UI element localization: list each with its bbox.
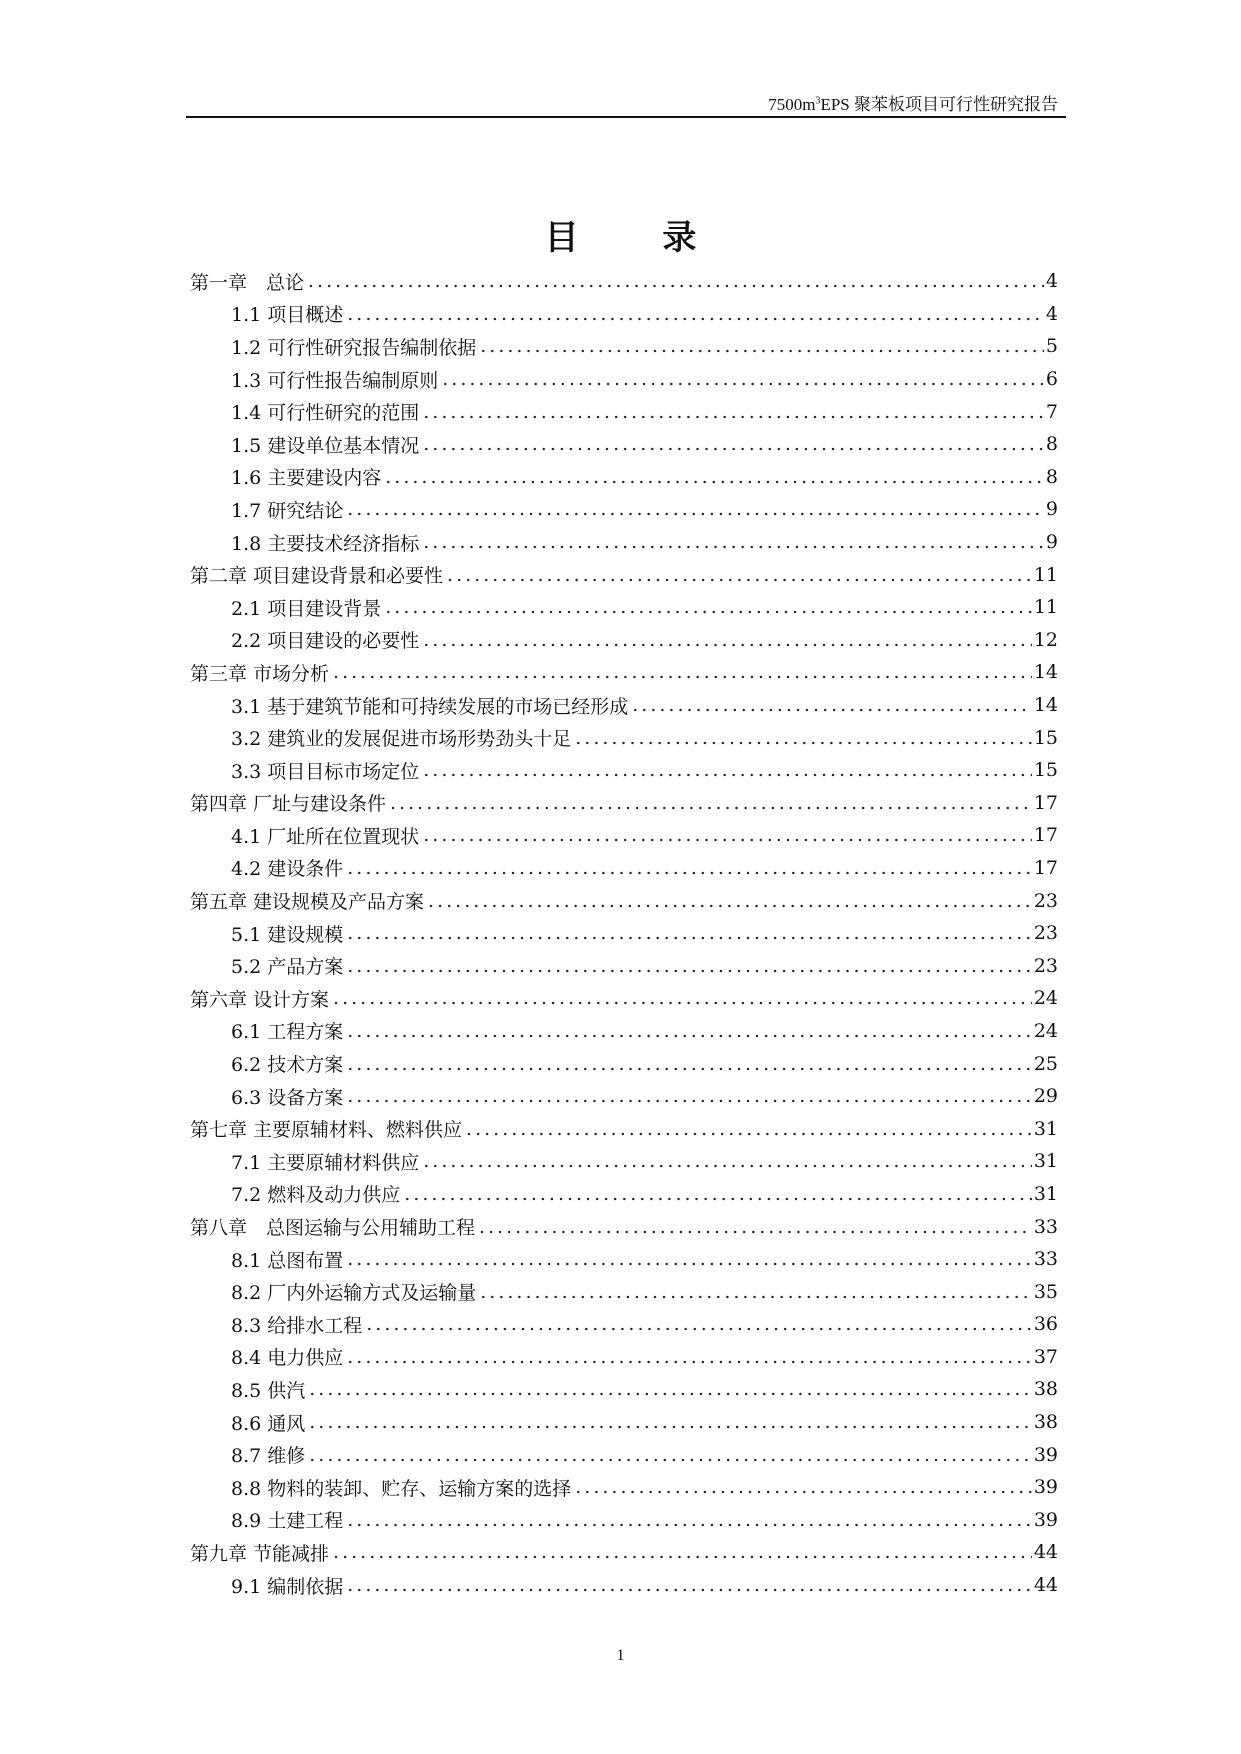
- toc-entry-label: 6.3 设备方案: [231, 1083, 347, 1110]
- header-title: [768, 90, 1058, 115]
- toc-entry-page: 25: [1033, 1052, 1058, 1075]
- toc-dot-leader: [347, 955, 1032, 977]
- toc-entry-label: 8.9 土建工程: [231, 1506, 347, 1533]
- toc-entry-page: 36: [1033, 1313, 1058, 1336]
- toc-chapter-entry[interactable]: [190, 884, 1058, 917]
- toc-dot-leader: [385, 466, 1044, 488]
- toc-entry-label: 4.2 建设条件: [231, 854, 347, 881]
- toc-entry-label: 1.8 主要技术经济指标: [231, 529, 423, 556]
- toc-entry-page: 29: [1033, 1085, 1058, 1108]
- toc-section-entry[interactable]: [190, 1308, 1058, 1341]
- toc-entry-page: 15: [1033, 759, 1058, 782]
- toc-section-entry[interactable]: [190, 1275, 1058, 1308]
- toc-section-entry[interactable]: [190, 1341, 1058, 1374]
- toc-entry-page: 6: [1045, 368, 1058, 391]
- toc-entry-label: 第七章 主要原辅材料、燃料供应: [190, 1115, 466, 1142]
- toc-section-entry[interactable]: [190, 363, 1058, 396]
- toc-section-entry[interactable]: [190, 1243, 1058, 1276]
- toc-entry-label: 1.2 可行性研究报告编制依据: [231, 333, 480, 360]
- toc-section-entry[interactable]: [190, 1080, 1058, 1113]
- toc-section-entry[interactable]: [190, 1015, 1058, 1048]
- toc-entry-label: 1.4 可行性研究的范围: [231, 398, 423, 425]
- toc-entry-page: 4: [1045, 270, 1058, 293]
- toc-entry-label: 5.2 产品方案: [231, 952, 347, 979]
- toc-chapter-entry[interactable]: [190, 982, 1058, 1015]
- toc-dot-leader: [390, 792, 1032, 814]
- toc-section-entry[interactable]: [190, 493, 1058, 526]
- toc-dot-leader: [575, 1476, 1032, 1498]
- toc-entry-label: 3.2 建筑业的发展促进市场形势劲头十足: [231, 724, 575, 751]
- toc-entry-page: 38: [1033, 1378, 1058, 1401]
- toc-entry-page: 17: [1033, 856, 1058, 879]
- toc-entry-page: 8: [1045, 433, 1058, 456]
- toc-entry-label: 7.1 主要原辅材料供应: [231, 1148, 423, 1175]
- toc-section-entry[interactable]: [190, 526, 1058, 559]
- toc-entry-page: 24: [1033, 987, 1058, 1010]
- toc-entry-page: 9: [1045, 531, 1058, 554]
- toc-entry-label: 3.1 基于建筑节能和可持续发展的市场已经形成: [231, 692, 632, 719]
- toc-dot-leader: [447, 564, 1032, 586]
- toc-entry-label: 8.8 物料的装卸、贮存、运输方案的选择: [231, 1474, 575, 1501]
- toc-dot-leader: [428, 890, 1032, 912]
- toc-dot-leader: [423, 824, 1032, 846]
- toc-section-entry[interactable]: [190, 689, 1058, 722]
- toc-entry-label: 第二章 项目建设背景和必要性: [190, 561, 447, 588]
- toc-entry-label: 3.3 项目目标市场定位: [231, 757, 423, 784]
- toc-entry-label: 第六章 设计方案: [190, 985, 333, 1012]
- toc-entry-page: 17: [1033, 824, 1058, 847]
- toc-section-entry[interactable]: [190, 624, 1058, 657]
- toc-title: 目 录: [544, 218, 733, 258]
- toc-section-entry[interactable]: [190, 591, 1058, 624]
- toc-entry-page: 31: [1033, 1150, 1058, 1173]
- toc-entry-page: 17: [1033, 791, 1058, 814]
- toc-dot-leader: [347, 1053, 1032, 1075]
- toc-entry-page: 23: [1033, 922, 1058, 945]
- toc-entry-label: 5.1 建设规模: [231, 920, 347, 947]
- toc-entry-label: 8.1 总图布置: [231, 1246, 347, 1273]
- toc-entry-label: 1.1 项目概述: [231, 300, 347, 327]
- toc-dot-leader: [309, 1411, 1032, 1433]
- toc-section-entry[interactable]: [190, 949, 1058, 982]
- toc-entry-page: 39: [1033, 1476, 1058, 1499]
- toc-dot-leader: [423, 531, 1044, 553]
- toc-dot-leader: [347, 1248, 1032, 1270]
- toc-dot-leader: [575, 727, 1032, 749]
- toc-section-entry[interactable]: [190, 917, 1058, 950]
- toc-dot-leader: [404, 1183, 1032, 1205]
- toc-dot-leader: [347, 1509, 1032, 1531]
- toc-entry-page: 44: [1033, 1574, 1058, 1597]
- toc-chapter-entry[interactable]: [190, 558, 1058, 591]
- toc-entry-page: 11: [1033, 563, 1058, 586]
- toc-entry-page: 31: [1033, 1182, 1058, 1205]
- toc-entry-page: 44: [1033, 1541, 1058, 1564]
- toc-entry-page: 24: [1033, 1019, 1058, 1042]
- toc-section-entry[interactable]: [190, 1373, 1058, 1406]
- toc-entry-page: 11: [1033, 596, 1058, 619]
- toc-entry-page: 14: [1033, 694, 1058, 717]
- toc-chapter-entry[interactable]: [190, 1112, 1058, 1145]
- toc-dot-leader: [480, 1281, 1032, 1303]
- toc-entry-label: 2.2 项目建设的必要性: [231, 626, 423, 653]
- toc-entry-label: 9.1 编制依据: [231, 1572, 347, 1599]
- toc-entry-label: 第九章 节能减排: [190, 1539, 333, 1566]
- toc-section-entry[interactable]: [190, 819, 1058, 852]
- toc-dot-leader: [366, 1313, 1032, 1335]
- toc-entry-page: 4: [1045, 302, 1058, 325]
- toc-entry-label: 第八章 总图运输与公用辅助工程: [190, 1213, 479, 1240]
- toc-entry-label: 第一章 总论: [190, 268, 308, 295]
- toc-dot-leader: [309, 1444, 1032, 1466]
- toc-chapter-entry[interactable]: [190, 1210, 1058, 1243]
- toc-dot-leader: [480, 335, 1044, 357]
- toc-entry-label: 7.2 燃料及动力供应: [231, 1180, 404, 1207]
- toc-chapter-entry[interactable]: [190, 265, 1058, 298]
- toc-section-entry[interactable]: [190, 1145, 1058, 1178]
- toc-section-entry[interactable]: [190, 298, 1058, 331]
- toc-dot-leader: [466, 1118, 1032, 1140]
- toc-entry-label: 6.1 工程方案: [231, 1017, 347, 1044]
- toc-entry-label: 6.2 技术方案: [231, 1050, 347, 1077]
- toc-entry-page: 7: [1045, 400, 1058, 423]
- toc-dot-leader: [347, 1346, 1032, 1368]
- toc-entry-label: 第四章 厂址与建设条件: [190, 789, 390, 816]
- toc-section-entry[interactable]: [190, 1438, 1058, 1471]
- toc-dot-leader: [423, 629, 1032, 651]
- toc-dot-leader: [347, 303, 1044, 325]
- toc-section-entry[interactable]: [190, 1504, 1058, 1537]
- toc-entry-page: 35: [1033, 1280, 1058, 1303]
- toc-entry-page: 38: [1033, 1411, 1058, 1434]
- table-of-contents: [190, 265, 1058, 1601]
- toc-entry-label: 4.1 厂址所在位置现状: [231, 822, 423, 849]
- toc-dot-leader: [309, 1378, 1032, 1400]
- toc-dot-leader: [347, 498, 1044, 520]
- toc-entry-page: 15: [1033, 726, 1058, 749]
- toc-entry-label: 1.3 可行性报告编制原则: [231, 366, 442, 393]
- toc-dot-leader: [333, 987, 1032, 1009]
- toc-entry-page: 9: [1045, 498, 1058, 521]
- toc-section-entry[interactable]: [190, 721, 1058, 754]
- toc-entry-label: 8.6 通风: [231, 1409, 309, 1436]
- toc-dot-leader: [442, 368, 1044, 390]
- page-header: [186, 88, 1066, 118]
- toc-dot-leader: [385, 596, 1032, 618]
- toc-dot-leader: [423, 401, 1044, 423]
- toc-chapter-entry[interactable]: [190, 656, 1058, 689]
- toc-dot-leader: [347, 1020, 1032, 1042]
- page-number: 1: [616, 1647, 625, 1664]
- toc-section-entry[interactable]: [190, 754, 1058, 787]
- toc-dot-leader: [333, 661, 1032, 683]
- toc-dot-leader: [423, 759, 1032, 781]
- toc-section-entry[interactable]: [190, 428, 1058, 461]
- toc-dot-leader: [333, 1541, 1032, 1563]
- toc-entry-label: 1.5 建设单位基本情况: [231, 431, 423, 458]
- toc-entry-page: 23: [1033, 889, 1058, 912]
- toc-section-entry[interactable]: [190, 852, 1058, 885]
- toc-dot-leader: [423, 433, 1044, 455]
- toc-entry-label: 第三章 市场分析: [190, 659, 333, 686]
- toc-chapter-entry[interactable]: [190, 787, 1058, 820]
- toc-dot-leader: [347, 1574, 1032, 1596]
- toc-entry-label: 8.7 维修: [231, 1441, 309, 1468]
- toc-section-entry[interactable]: [190, 1406, 1058, 1439]
- toc-entry-page: 5: [1045, 335, 1058, 358]
- toc-dot-leader: [479, 1216, 1032, 1238]
- toc-entry-page: 12: [1033, 628, 1058, 651]
- header-title-superscript: 3: [815, 95, 821, 107]
- toc-entry-label: 1.7 研究结论: [231, 496, 347, 523]
- toc-entry-page: 33: [1033, 1215, 1058, 1238]
- toc-entry-page: 14: [1033, 661, 1058, 684]
- toc-dot-leader: [308, 270, 1044, 292]
- toc-dot-leader: [423, 1150, 1032, 1172]
- toc-entry-label: 8.2 厂内外运输方式及运输量: [231, 1278, 480, 1305]
- toc-entry-page: 39: [1033, 1508, 1058, 1531]
- toc-section-entry[interactable]: [190, 1471, 1058, 1504]
- toc-section-entry[interactable]: [190, 330, 1058, 363]
- toc-entry-label: 第五章 建设规模及产品方案: [190, 887, 428, 914]
- toc-entry-page: 39: [1033, 1443, 1058, 1466]
- toc-entry-label: 8.5 供汽: [231, 1376, 309, 1403]
- toc-section-entry[interactable]: [190, 395, 1058, 428]
- toc-entry-page: 23: [1033, 954, 1058, 977]
- toc-entry-label: 2.1 项目建设背景: [231, 594, 385, 621]
- toc-dot-leader: [347, 857, 1032, 879]
- toc-section-entry[interactable]: [190, 1178, 1058, 1211]
- toc-entry-page: 37: [1033, 1345, 1058, 1368]
- toc-dot-leader: [632, 694, 1032, 716]
- toc-entry-label: 1.6 主要建设内容: [231, 463, 385, 490]
- toc-section-entry[interactable]: [190, 1569, 1058, 1602]
- toc-dot-leader: [347, 1085, 1032, 1107]
- toc-section-entry[interactable]: [190, 461, 1058, 494]
- toc-section-entry[interactable]: [190, 1047, 1058, 1080]
- toc-entry-page: 31: [1033, 1117, 1058, 1140]
- toc-entry-page: 33: [1033, 1248, 1058, 1271]
- header-title-prefix: 7500m: [768, 95, 816, 114]
- toc-chapter-entry[interactable]: [190, 1536, 1058, 1569]
- toc-entry-label: 8.3 给排水工程: [231, 1311, 366, 1338]
- header-title-suffix: EPS 聚苯板项目可行性研究报告: [820, 95, 1058, 114]
- toc-entry-page: 8: [1045, 465, 1058, 488]
- toc-dot-leader: [347, 922, 1032, 944]
- toc-entry-label: 8.4 电力供应: [231, 1343, 347, 1370]
